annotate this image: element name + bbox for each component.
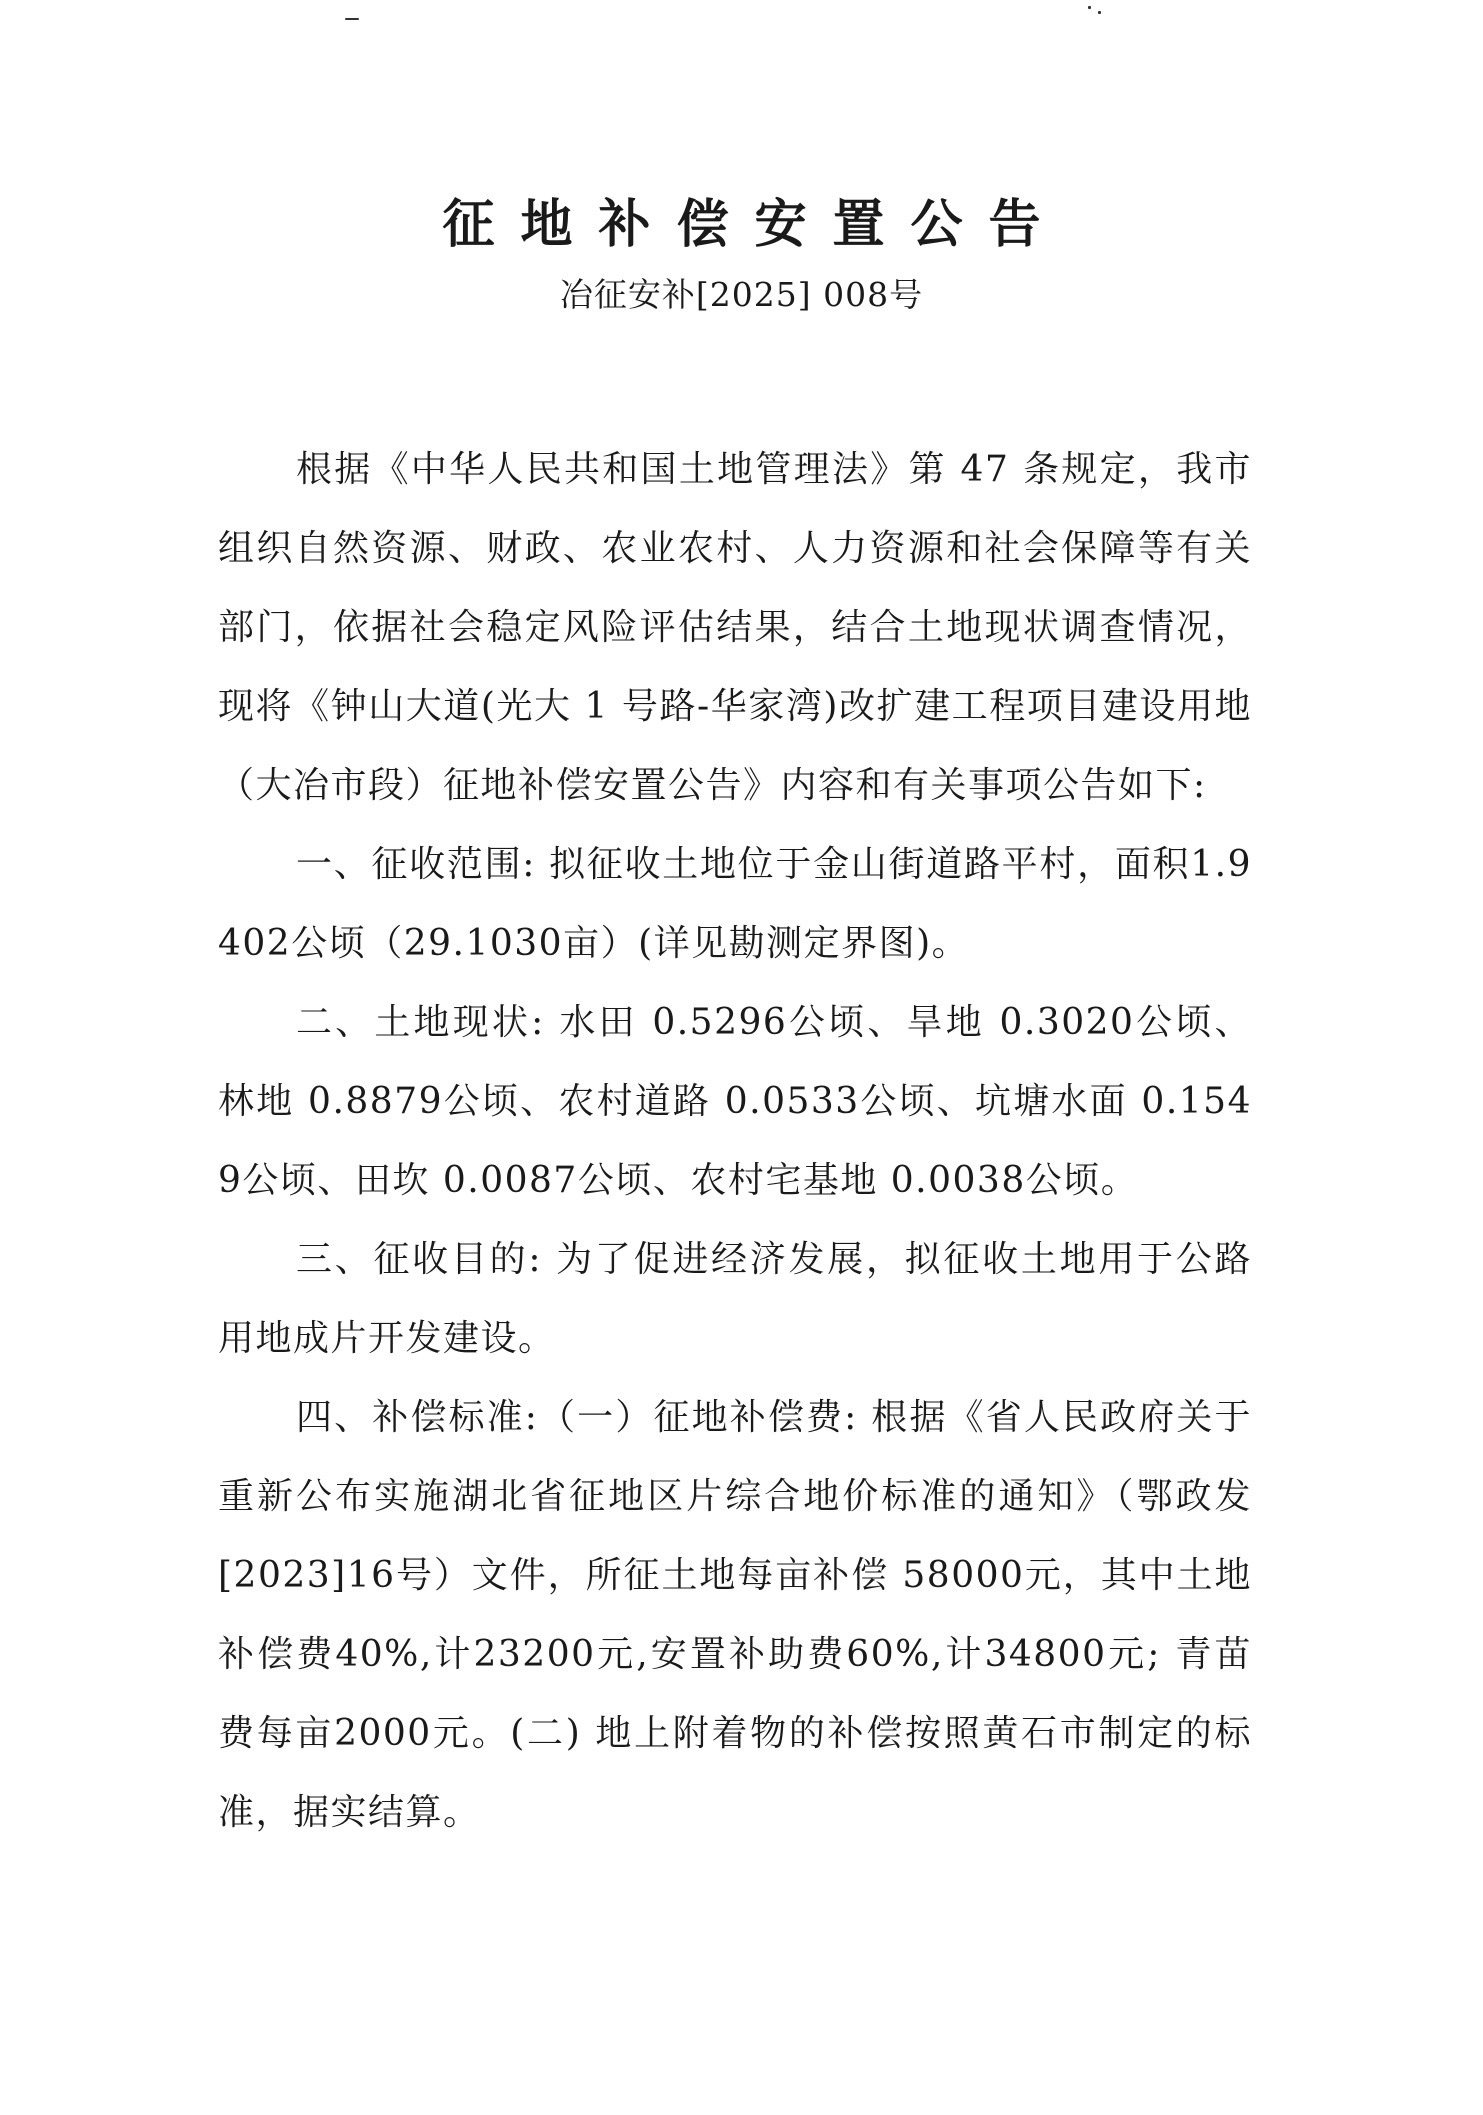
paragraph-land-status: 二、土地现状: 水田 0.5296公顷、旱地 0.3020公顷、林地 0.8879公顷、农村道路 0.0533公顷、坑塘水面 0.1549公顷、田坎 0.0087公顷、农村宅基地 0.0038公顷。	[218, 1002, 1252, 1201]
paragraph-scope: 一、征收范围: 拟征收土地位于金山街道路平村，面积1.9402公顷（29.1030亩）(详见勘测定界图)。	[218, 844, 1252, 964]
scan-speck	[1088, 6, 1091, 9]
paragraph-compensation: 四、补偿标准:（一）征地补偿费: 根据《省人民政府关于重新公布实施湖北省征地区片综合地价标准的通知》（鄂政发[2023]16号）文件，所征土地每亩补偿 58000元，其中土地补偿费40%,计23200元,安置补助费60%,计34800元; 青苗费每亩2000元。(二) 地上附着物的补偿按照黄石市制定的标准，据实结算。	[218, 1397, 1252, 1833]
document-title: 征地补偿安置公告	[442, 194, 1067, 255]
scan-speck	[345, 18, 359, 20]
paragraph-intro: 根据《中华人民共和国土地管理法》第 47 条规定，我市组织自然资源、财政、农业农村、人力资源和社会保障等有关部门，依据社会稳定风险评估结果，结合土地现状调查情况，现将《钟山大道(光大 1 号路-华家湾)改扩建工程项目建设用地（大冶市段）征地补偿安置公告》内容和有关事项公告如下:	[218, 449, 1252, 806]
document-body	[218, 430, 1252, 1852]
paragraph-purpose: 三、征收目的: 为了促进经济发展，拟征收土地用于公路用地成片开发建设。	[218, 1239, 1252, 1359]
document-number: 冶征安补[2025] 008号	[559, 275, 924, 314]
scan-speck	[1098, 11, 1101, 14]
